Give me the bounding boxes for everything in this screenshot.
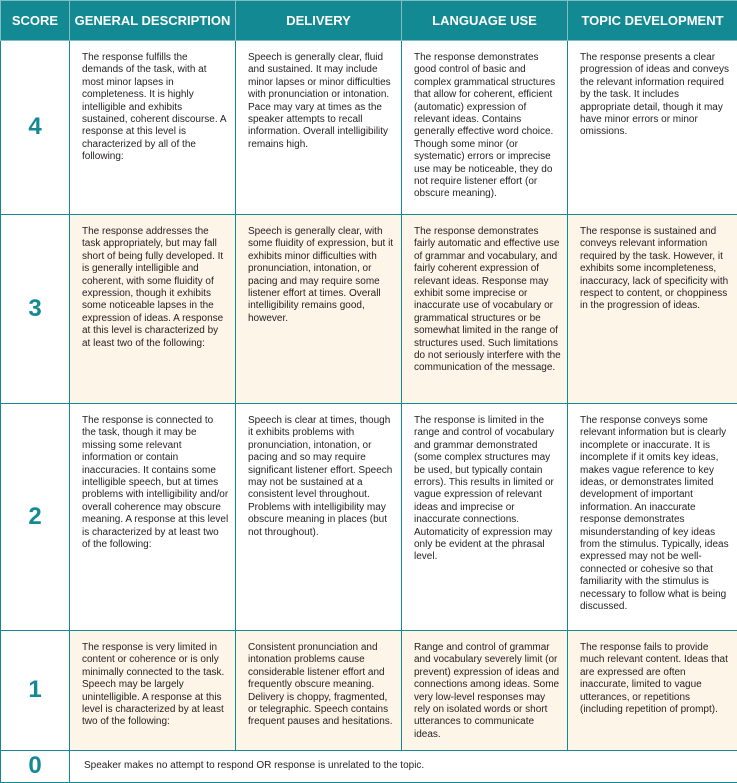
language-use-cell: The response demonstrates good control of basic and complex grammatical structures that allow for coherent, efficient (automatic) expression of relevant ideas. Contains generally effective word choice. Though some minor (or systematic) errors or imprecise use may be noticeable, they do not require listener effort (or obscure meaning). — [402, 41, 568, 215]
delivery-cell: Speech is generally clear, with some fluidity of expression, but it exhibits minor difficulties with pronunciation, intonation, or pacing and may require some listener effort at times. Overall intelligibility remains good, however. — [236, 215, 402, 404]
header-language-use: LANGUAGE USE — [402, 1, 568, 41]
header-row — [1, 1, 737, 41]
score-value: 1 — [1, 631, 70, 751]
general-description-cell: The response is connected to the task, though it may be missing some relevant information or contain inaccuracies. It contains some intelligible speech, but at times problems with intelligibility and/or overall coherence may obscure meaning. A response at this level is characterized by at least two of the following: — [70, 404, 236, 631]
zero-score-description: Speaker makes no attempt to respond OR response is unrelated to the topic. — [70, 751, 737, 783]
topic-development-cell: The response presents a clear progression of ideas and conveys the relevant information required by the task. It includes appropriate detail, though it may have minor errors or minor omissions. — [568, 41, 737, 215]
header-delivery: DELIVERY — [236, 1, 402, 41]
topic-development-cell: The response fails to provide much relevant content. Ideas that are expressed are often inaccurate, limited to vague utterances, or repetitions (including repetition of prompt). — [568, 631, 737, 751]
language-use-cell: Range and control of grammar and vocabulary severely limit (or prevent) expression of ideas and connections among ideas. Some very low-level responses may rely on isolated words or short utterances to communicate ideas. — [402, 631, 568, 751]
score-value: 4 — [1, 41, 70, 215]
header-score: SCORE — [1, 1, 70, 41]
general-description-cell: The response fulfills the demands of the task, with at most minor lapses in completeness. It is highly intelligible and exhibits sustained, coherent discourse. A response at this level is characterized by all of the following: — [70, 41, 236, 215]
delivery-cell: Consistent pronunciation and intonation problems cause considerable listener effort and frequently obscure meaning. Delivery is choppy, fragmented, or telegraphic. Speech contains frequent pauses and hesitations. — [236, 631, 402, 751]
language-use-cell: The response is limited in the range and control of vocabulary and grammar demonstrated (some complex structures may be used, but typically contain errors). This results in limited or vague expression of relevant ideas and imprecise or inaccurate connections. Automaticity of expression may only be evident at the phrasal level. — [402, 404, 568, 631]
header-general-description: GENERAL DESCRIPTION — [70, 1, 236, 41]
delivery-cell: Speech is clear at times, though it exhibits problems with pronunciation, intonation, or pacing and so may require significant listener effort. Speech may not be sustained at a consistent level throughout. Problems with intelligibility may obscure meaning in places (but not throughout). — [236, 404, 402, 631]
header-topic-development: TOPIC DEVELOPMENT — [568, 1, 737, 41]
topic-development-cell: The response is sustained and conveys relevant information required by the task. However, it exhibits some incompleteness, inaccuracy, lack of specificity with respect to content, or choppiness in the progression of ideas. — [568, 215, 737, 404]
general-description-cell: The response is very limited in content or coherence or is only minimally connected to the task. Speech may be largely unintelligible. A response at this level is characterized by at least two of the following: — [70, 631, 236, 751]
score-value: 3 — [1, 215, 70, 404]
score-value: 2 — [1, 404, 70, 631]
score-value: 0 — [1, 751, 70, 783]
score-row-2 — [1, 404, 737, 631]
topic-development-cell: The response conveys some relevant information but is clearly incomplete or inaccurate. It is incomplete if it omits key ideas, makes vague reference to key ideas, or demonstrates limited development of important information. An inaccurate response demonstrates misunderstanding of key ideas from the stimulus. Typically, ideas expressed may not be well-connected or cohesive so that familiarity with the stimulus is necessary to follow what is being discussed. — [568, 404, 737, 631]
score-row-0 — [1, 751, 737, 783]
score-row-4 — [1, 41, 737, 215]
score-row-1 — [1, 631, 737, 751]
language-use-cell: The response demonstrates fairly automatic and effective use of grammar and vocabulary, and fairly coherent expression of relevant ideas. Response may exhibit some imprecise or inaccurate use of vocabulary or grammatical structures or be somewhat limited in the range of structures used. Such limitations do not seriously interfere with the communication of the message. — [402, 215, 568, 404]
score-row-3 — [1, 215, 737, 404]
general-description-cell: The response addresses the task appropriately, but may fall short of being fully developed. It is generally intelligible and coherent, with some fluidity of expression, though it exhibits some noticeable lapses in the expression of ideas. A response at this level is characterized by at least two of the following: — [70, 215, 236, 404]
delivery-cell: Speech is generally clear, fluid and sustained. It may include minor lapses or minor difficulties with pronunciation or intonation. Pace may vary at times as the speaker attempts to recall information. Overall intelligibility remains high. — [236, 41, 402, 215]
